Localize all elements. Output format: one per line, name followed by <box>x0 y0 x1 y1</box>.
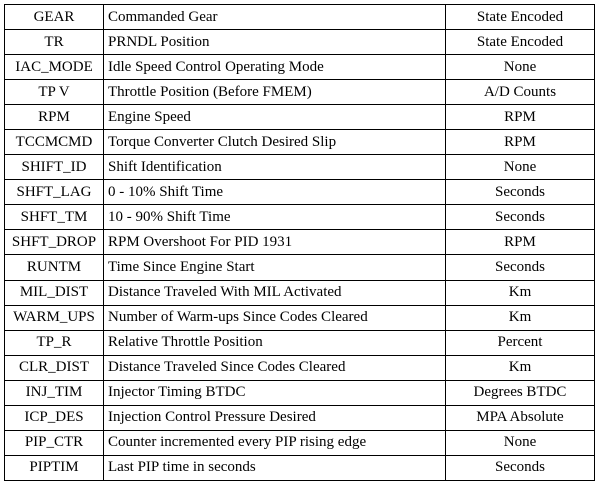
table-row <box>5 105 595 130</box>
pid-code-cell: TCCMCMD <box>5 130 104 155</box>
table-row <box>5 280 595 305</box>
table-row <box>5 305 595 330</box>
pid-units-cell: None <box>446 55 595 80</box>
pid-units-cell: Seconds <box>446 180 595 205</box>
table-row <box>5 130 595 155</box>
pid-description-cell: Idle Speed Control Operating Mode <box>104 55 446 80</box>
pid-description-cell: 10 - 90% Shift Time <box>104 205 446 230</box>
pid-units-cell: Seconds <box>446 255 595 280</box>
pid-units-cell: None <box>446 155 595 180</box>
pid-units-cell: State Encoded <box>446 5 595 30</box>
pid-units-cell: Seconds <box>446 205 595 230</box>
pid-description-cell: Number of Warm-ups Since Codes Cleared <box>104 305 446 330</box>
pid-units-cell: RPM <box>446 105 595 130</box>
table-row <box>5 330 595 355</box>
pid-description-cell: RPM Overshoot For PID 1931 <box>104 230 446 255</box>
table-row <box>5 5 595 30</box>
pid-units-cell: MPA Absolute <box>446 405 595 430</box>
pid-code-cell: SHFT_DROP <box>5 230 104 255</box>
pid-units-cell: Percent <box>446 330 595 355</box>
pid-code-cell: SHFT_LAG <box>5 180 104 205</box>
pid-description-cell: PRNDL Position <box>104 30 446 55</box>
table-row <box>5 405 595 430</box>
table-row <box>5 30 595 55</box>
table-row <box>5 380 595 405</box>
pid-code-cell: PIPTIM <box>5 455 104 480</box>
pid-description-cell: Engine Speed <box>104 105 446 130</box>
table-row <box>5 80 595 105</box>
pid-units-cell: A/D Counts <box>446 80 595 105</box>
table-row <box>5 255 595 280</box>
pid-table <box>4 4 595 481</box>
pid-code-cell: PIP_CTR <box>5 430 104 455</box>
table-row <box>5 155 595 180</box>
table-row <box>5 230 595 255</box>
pid-units-cell: RPM <box>446 130 595 155</box>
pid-description-cell: Counter incremented every PIP rising edge <box>104 430 446 455</box>
pid-units-cell: Km <box>446 280 595 305</box>
pid-code-cell: CLR_DIST <box>5 355 104 380</box>
pid-units-cell: RPM <box>446 230 595 255</box>
table-row <box>5 430 595 455</box>
pid-description-cell: Last PIP time in seconds <box>104 455 446 480</box>
pid-description-cell: Shift Identification <box>104 155 446 180</box>
pid-description-cell: Distance Traveled Since Codes Cleared <box>104 355 446 380</box>
pid-code-cell: RPM <box>5 105 104 130</box>
pid-table-body <box>5 5 595 481</box>
pid-code-cell: TP V <box>5 80 104 105</box>
pid-description-cell: Distance Traveled With MIL Activated <box>104 280 446 305</box>
pid-units-cell: None <box>446 430 595 455</box>
pid-code-cell: IAC_MODE <box>5 55 104 80</box>
pid-description-cell: Relative Throttle Position <box>104 330 446 355</box>
table-row <box>5 355 595 380</box>
pid-code-cell: TP_R <box>5 330 104 355</box>
pid-code-cell: ICP_DES <box>5 405 104 430</box>
table-row <box>5 55 595 80</box>
table-row <box>5 455 595 480</box>
pid-units-cell: State Encoded <box>446 30 595 55</box>
pid-code-cell: INJ_TIM <box>5 380 104 405</box>
pid-code-cell: GEAR <box>5 5 104 30</box>
pid-description-cell: Commanded Gear <box>104 5 446 30</box>
table-row <box>5 205 595 230</box>
pid-units-cell: Km <box>446 305 595 330</box>
pid-code-cell: SHFT_TM <box>5 205 104 230</box>
pid-description-cell: Injection Control Pressure Desired <box>104 405 446 430</box>
pid-description-cell: Injector Timing BTDC <box>104 380 446 405</box>
pid-units-cell: Km <box>446 355 595 380</box>
pid-code-cell: WARM_UPS <box>5 305 104 330</box>
pid-units-cell: Degrees BTDC <box>446 380 595 405</box>
pid-code-cell: RUNTM <box>5 255 104 280</box>
pid-description-cell: 0 - 10% Shift Time <box>104 180 446 205</box>
pid-description-cell: Throttle Position (Before FMEM) <box>104 80 446 105</box>
pid-code-cell: SHIFT_ID <box>5 155 104 180</box>
pid-code-cell: TR <box>5 30 104 55</box>
table-row <box>5 180 595 205</box>
pid-description-cell: Torque Converter Clutch Desired Slip <box>104 130 446 155</box>
pid-description-cell: Time Since Engine Start <box>104 255 446 280</box>
pid-units-cell: Seconds <box>446 455 595 480</box>
pid-code-cell: MIL_DIST <box>5 280 104 305</box>
